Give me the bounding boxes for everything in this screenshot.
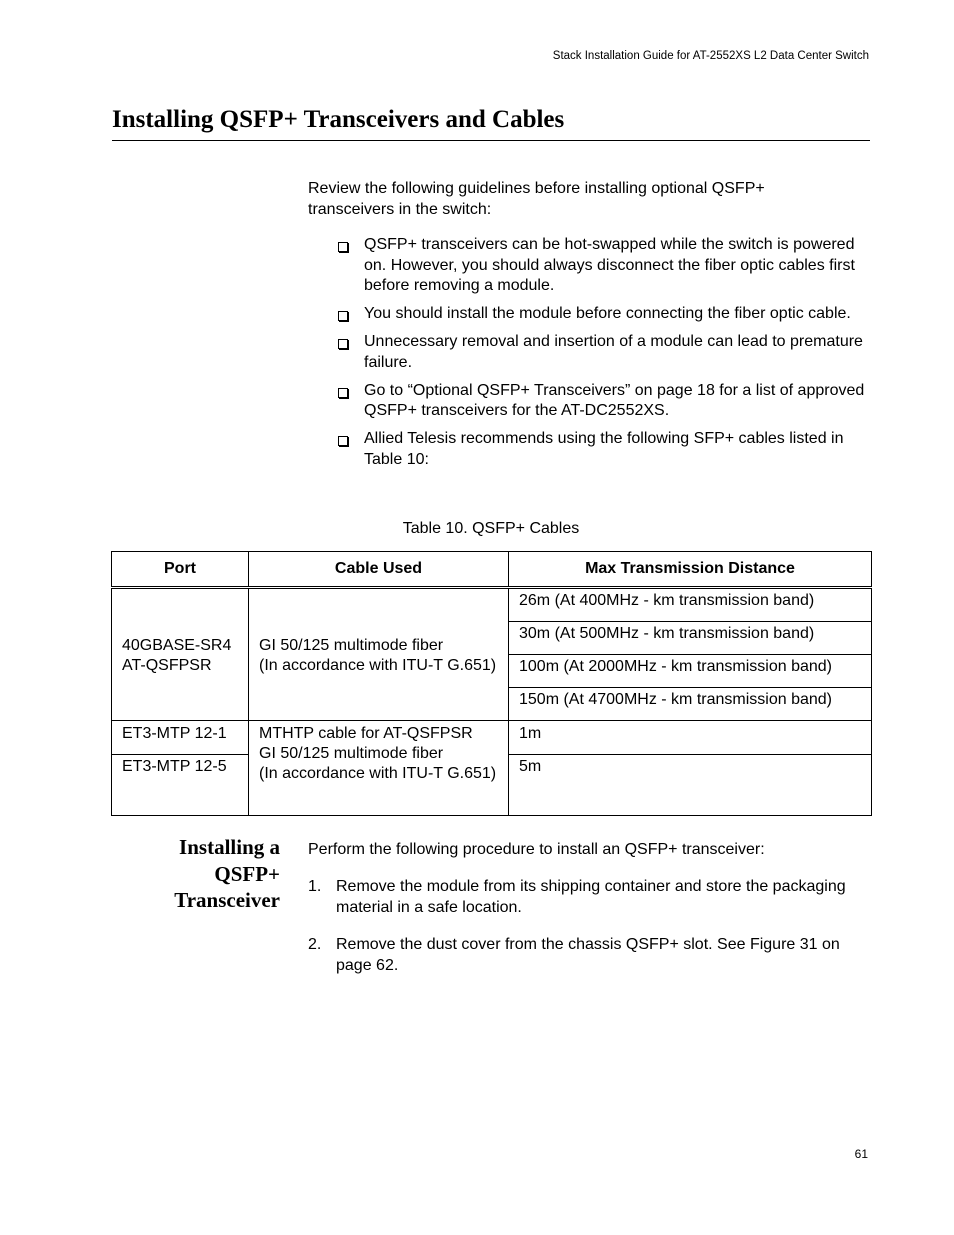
- checkbox-bullet-icon: [338, 242, 348, 252]
- guideline-item: [336, 332, 870, 373]
- port-name: 40GBASE-SR4: [122, 636, 232, 654]
- distance-cell: 1m: [509, 721, 872, 755]
- guideline-item: [336, 235, 870, 297]
- checkbox-bullet-icon: [338, 388, 348, 398]
- step-number: 2.: [308, 936, 322, 953]
- header-max-distance: Max Transmission Distance: [509, 552, 872, 588]
- guideline-text: You should install the module before connecting the fiber optic cable.: [364, 305, 851, 322]
- guideline-text: QSFP+ transceivers can be hot-swapped while the switch is powered on. However, you should always disconnect the fiber optic cables first before removing a module.: [364, 236, 855, 294]
- table-header-row: [112, 552, 872, 588]
- port-name: AT-QSFPSR: [122, 656, 212, 674]
- checkbox-bullet-icon: [338, 339, 348, 349]
- step-item: [308, 935, 870, 976]
- running-header: Stack Installation Guide for AT-2552XS L2 Data Center Switch: [552, 50, 869, 62]
- cable-cell: [249, 721, 509, 816]
- distance-cell: 150m (At 4700MHz - km transmission band): [509, 688, 872, 721]
- guideline-text: Allied Telesis recommends using the following SFP+ cables listed in Table 10:: [364, 430, 844, 468]
- intro-paragraph: Review the following guidelines before installing optional QSFP+ transceivers in the switch:: [308, 180, 765, 218]
- checkbox-bullet-icon: [338, 436, 348, 446]
- title-rule: [112, 140, 870, 141]
- page-number: 61: [854, 1147, 868, 1161]
- cable-description: (In accordance with ITU-T G.651): [259, 656, 497, 674]
- cable-description: MTHTP cable for AT-QSFPSR: [259, 725, 473, 742]
- heading-line: QSFP+: [214, 861, 280, 886]
- table-row: [112, 588, 872, 622]
- procedure-steps: [308, 877, 870, 993]
- guideline-item: [336, 381, 870, 422]
- distance-cell: 26m (At 400MHz - km transmission band): [509, 588, 872, 622]
- distance-cell: 5m: [509, 755, 872, 816]
- guideline-text: Go to “Optional QSFP+ Transceivers” on page 18 for a list of approved QSFP+ transceivers for the AT-DC2552XS.: [364, 381, 865, 419]
- page-title: Installing QSFP+ Transceivers and Cables: [112, 106, 565, 133]
- step-text: Remove the module from its shipping container and store the packaging material in a safe location.: [336, 878, 846, 916]
- port-cell: ET3-MTP 12-5: [112, 755, 249, 816]
- step-text: Remove the dust cover from the chassis QSFP+ slot. See Figure 31 on page 62.: [336, 936, 840, 974]
- table-caption: Table 10. QSFP+ Cables: [402, 520, 580, 537]
- table-row: [112, 721, 872, 755]
- cable-cell: [249, 588, 509, 721]
- subsection-heading: [120, 834, 280, 914]
- qsfp-cables-table: [111, 551, 872, 816]
- header-port: Port: [112, 552, 249, 588]
- guidelines-list: [336, 235, 870, 478]
- port-cell: ET3-MTP 12-1: [112, 721, 249, 755]
- port-cell: [112, 588, 249, 721]
- cable-description: GI 50/125 multimode fiber: [259, 636, 444, 654]
- heading-line: Installing a: [179, 835, 280, 859]
- distance-cell: 100m (At 2000MHz - km transmission band): [509, 655, 872, 688]
- guideline-text: Unnecessary removal and insertion of a module can lead to premature failure.: [364, 333, 863, 371]
- step-item: [308, 877, 870, 918]
- procedure-intro: Perform the following procedure to install an QSFP+ transceiver:: [308, 841, 765, 858]
- step-number: 1.: [308, 878, 322, 895]
- header-cable-used: Cable Used: [249, 552, 509, 588]
- checkbox-bullet-icon: [338, 311, 348, 321]
- distance-cell: 30m (At 500MHz - km transmission band): [509, 622, 872, 655]
- cable-description: (In accordance with ITU-T G.651): [259, 765, 497, 782]
- cable-description: GI 50/125 multimode fiber: [259, 745, 444, 762]
- guideline-item: [336, 429, 870, 470]
- heading-line: Transceiver: [174, 888, 280, 912]
- guideline-item: [336, 304, 870, 325]
